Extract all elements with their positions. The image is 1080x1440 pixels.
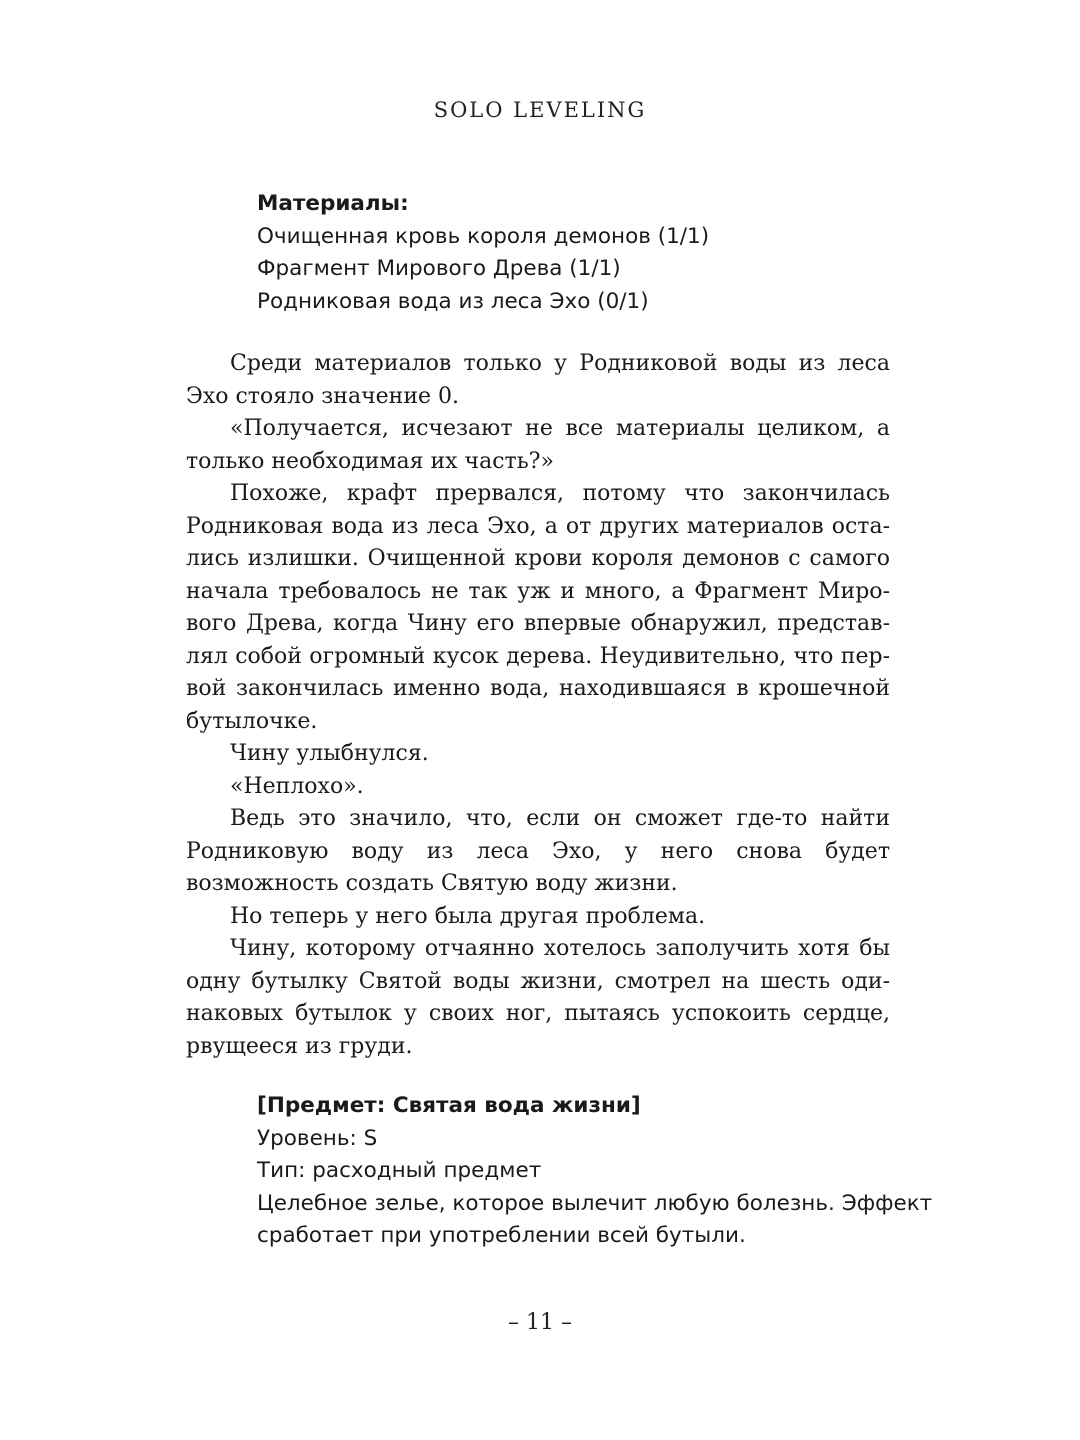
paragraph: Ведь это значило, что, если он сможет где-то найти Родниковую воду из леса Эхо, у него снова будет возможность создать Святую воду жизни.	[186, 806, 890, 896]
paragraph: Но теперь у него была другая проблема.	[230, 903, 706, 929]
item-description-line: сработает при употреблении всей бутыли.	[257, 1223, 746, 1248]
running-head-title: SOLO LEVELING	[433, 98, 647, 122]
paragraph: Чину улыбнулся.	[230, 741, 429, 766]
paragraph: «Неплохо».	[230, 773, 364, 799]
item-rank: Уровень: S	[257, 1125, 378, 1151]
item-title: [Предмет: Святая вода жизни]	[257, 1093, 641, 1118]
material-item: Очищенная кровь короля демонов (1/1)	[257, 223, 710, 249]
page-number: – 11 –	[508, 1310, 572, 1335]
materials-window	[257, 188, 897, 318]
item-description-line: Целебное зелье, которое вылечит любую болезнь. Эффект	[257, 1190, 933, 1216]
material-item: Родниковая вода из леса Эхо (0/1)	[257, 288, 649, 314]
materials-heading: Материалы:	[257, 191, 409, 216]
body-text	[186, 348, 890, 1063]
paragraph: Похоже, крафт прервался, потому что закончилась Родниковая вода из леса Эхо, а от других материалов остались излишки. Очищенной крови короля демонов с самого начала требовалось не так уж и много, а Фрагмент Мирового Древа, когда Чину его впервые обнаружил, представлял собой огромный кусок дерева. Неудивительно, что первой закончилась именно вода, находившаяся в крошечной бутылочке.	[186, 481, 890, 734]
paragraph: Чину, которому отчаянно хотелось заполучить хотя бы одну бутылку Святой воды жизни, смотрел на шесть одинаковых бутылок у своих ног, пытаясь успокоить сердце, рвущееся из груди.	[186, 936, 890, 1059]
item-type: Тип: расходный предмет	[257, 1158, 542, 1183]
item-window	[257, 1090, 933, 1253]
paragraph: «Получается, исчезают не все материалы целиком, а только необходимая их часть?»	[186, 416, 890, 474]
paragraph: Среди материалов только у Родниковой воды из леса Эхо стояло значение 0.	[186, 351, 890, 409]
material-item: Фрагмент Мирового Древа (1/1)	[257, 256, 621, 281]
